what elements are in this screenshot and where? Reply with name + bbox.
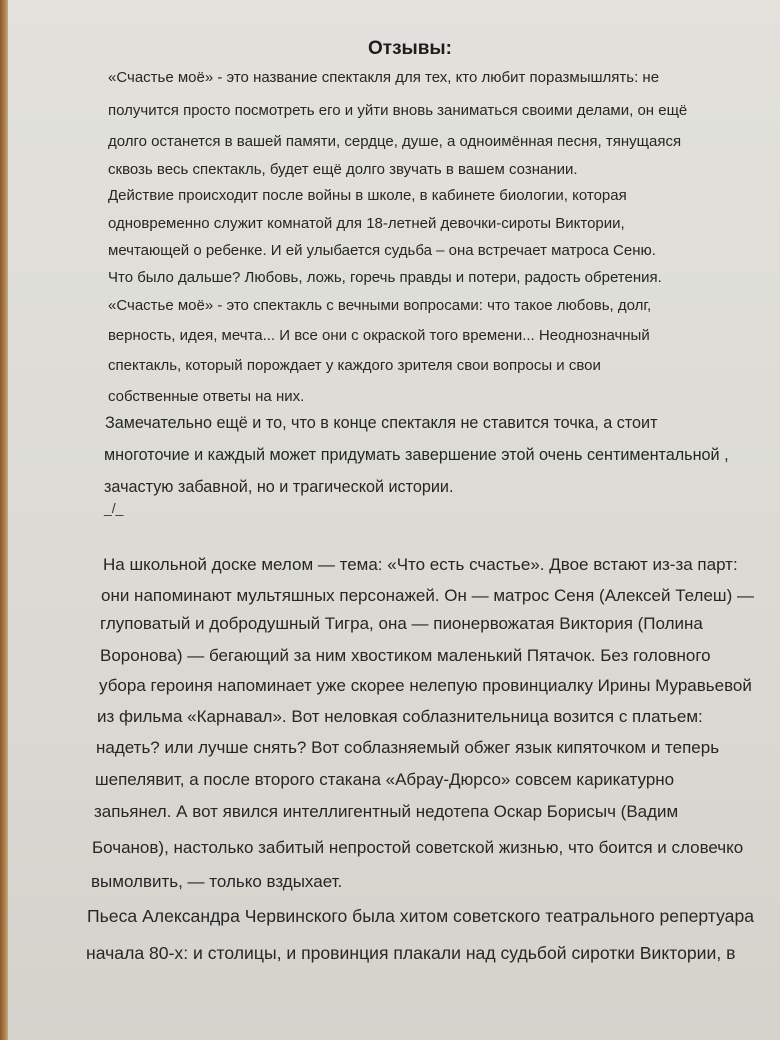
- page-title: Отзывы:: [368, 38, 452, 59]
- text-line: вымолвить, — только вздыхает.: [91, 872, 343, 891]
- text-line: многоточие и каждый может придумать завершение этой очень сентиментальной ,: [104, 446, 729, 464]
- text-line: начала 80-х: и столицы, и провинция плакали над судьбой сиротки Виктории, в: [86, 943, 736, 963]
- text-line: Воронова) — бегающий за ним хвостиком маленький Пятачок. Без головного: [100, 646, 711, 665]
- text-line: собственные ответы на них.: [108, 388, 305, 405]
- text-line: запьянел. А вот явился интеллигентный недотепа Оскар Борисыч (Вадим: [94, 802, 679, 821]
- text-line: Замечательно ещё и то, что в конце спектакля не ставится точка, а стоит: [105, 414, 658, 432]
- text-line: На школьной доске мелом — тема: «Что есть счастье». Двое встают из-за парт:: [103, 555, 738, 574]
- text-line: Бочанов), настолько забитый непростой советской жизнью, что боится и словечко: [92, 838, 744, 857]
- text-line: глуповатый и добродушный Тигра, она — пионервожатая Виктория (Полина: [100, 614, 703, 633]
- text-line: надеть? или лучше снять? Вот соблазняемый обжег язык кипяточком и теперь: [96, 738, 720, 757]
- text-line: шепелявит, а после второго стакана «Абрау-Дюрсо» совсем карикатурно: [95, 770, 675, 789]
- text-line: одновременно служит комнатой для 18-летней девочки-сироты Виктории,: [108, 215, 625, 232]
- text-line: «Счастье моё» - это спектакль с вечными вопросами: что такое любовь, долг,: [108, 297, 652, 314]
- text-line: из фильма «Карнавал». Вот неловкая соблазнительница возится с платьем:: [97, 707, 703, 726]
- text-line: Что было дальше? Любовь, ложь, горечь правды и потери, радость обретения.: [108, 269, 662, 286]
- text-line: «Счастье моё» - это название спектакля для тех, кто любит поразмышлять: не: [108, 69, 660, 86]
- text-line: спектакль, который порождает у каждого зрителя свои вопросы и свои: [108, 357, 601, 374]
- text-line: получится просто посмотреть его и уйти вновь заниматься своими делами, он ещё: [108, 102, 688, 119]
- text-line: сквозь весь спектакль, будет ещё долго звучать в вашем сознании.: [108, 161, 578, 178]
- text-line: Пьеса Александра Червинского была хитом советского театрального репертуара: [87, 906, 755, 926]
- text-line: убора героиня напоминает уже скорее нелепую провинциалку Ирины Муравьевой: [99, 676, 752, 695]
- text-line: Действие происходит после войны в школе, в кабинете биологии, которая: [108, 187, 627, 204]
- text-line: мечтающей о ребенке. И ей улыбается судьба – она встречает матроса Сеню.: [108, 242, 656, 259]
- handwritten-mark: _/_: [104, 500, 124, 516]
- text-line: верность, идея, мечта... И все они с окраской того времени... Неоднозначный: [108, 327, 650, 344]
- text-line: долго останется в вашей памяти, сердце, душе, а одноимённая песня, тянущаяся: [108, 133, 682, 150]
- text-line: зачастую забавной, но и трагической истории.: [104, 478, 454, 496]
- text-line: они напоминают мультяшных персонажей. Он — матрос Сеня (Алексей Телеш) —: [101, 586, 754, 605]
